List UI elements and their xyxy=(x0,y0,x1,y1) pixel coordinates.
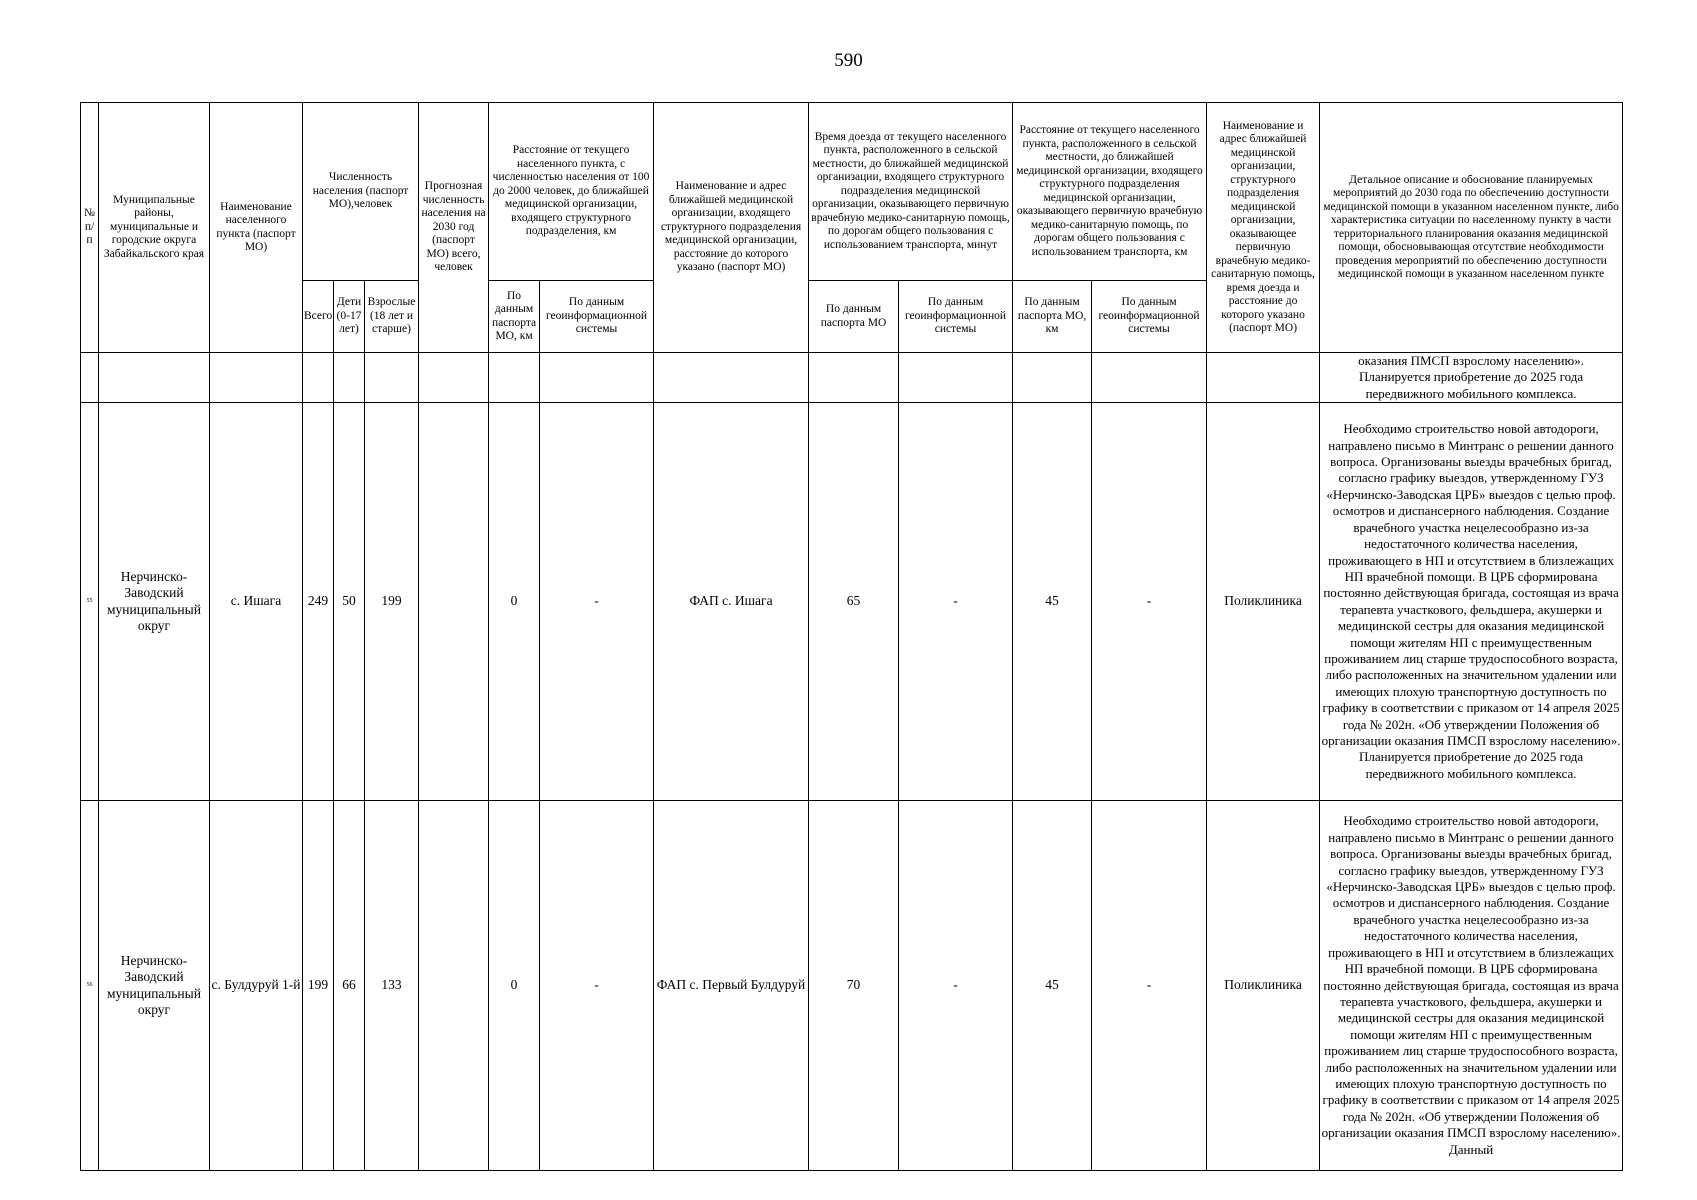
row-adults: 199 xyxy=(365,403,419,801)
continuation-row xyxy=(81,353,1623,403)
row-dist-passport: 0 xyxy=(489,403,540,801)
settlements-table xyxy=(80,102,1623,1171)
header-num: № п/п xyxy=(81,103,99,353)
table-row xyxy=(81,801,1623,1171)
row-description: Необходимо строительство новой автодороги, направлено письмо в Минтранс о решении данного вопроса. Организованы выезды врачебных бригад, согласно графику выездов, утвержденному ГУЗ «Нерчинско-Заводская ЦРБ» выездов с целью проф. осмотров и диспансерного наблюдения. Создание врачебного участка нецелесообразно из-за недостаточного количества населения, проживающего в НП и отсутствием в близлежащих НП врачебной помощи. В ЦРБ сформирована постоянно действующая бригада, состоящая из врача терапевта участкового, фельдшера, акушерки и медицинской сестры для оказания медицинской помощи жителям НП с преимущественным проживанием лиц старше трудоспособного возраста, либо расположенных на значительном удалении или имеющих плохую транспортную доступность по графику в соответствии с приказом от 14 апреля 2025 года № 202н. «Об утверждении Положения об организации оказания ПМСП взрослому населению». Данный xyxy=(1320,801,1623,1171)
row-district: Нерчинско-Заводский муниципальный округ xyxy=(99,801,210,1171)
row-time-gis: - xyxy=(899,403,1013,801)
row-nearest-org: ФАП с. Первый Булдуруй xyxy=(654,801,809,1171)
continuation-text: оказания ПМСП взрослому населению». Планируется приобретение до 2025 года передвижного мобильного комплекса. xyxy=(1320,353,1623,403)
header-time-gis: По данным геоинформационной системы xyxy=(899,281,1013,353)
header-description: Детальное описание и обоснование планируемых мероприятий до 2030 года по обеспечению доступности медицинской помощи в указанном населенном пункте, либо характеристика ситуации по населенному пункту в части территориального планирования оказания медицинской помощи, обосновывающая отсутствие необходимости проведения мероприятий по обеспечению доступности медицинской помощи в указанном населенном пункте xyxy=(1320,103,1623,353)
row-dist2-gis: - xyxy=(1092,403,1207,801)
row-dist-passport: 0 xyxy=(489,801,540,1171)
header-total: Всего xyxy=(303,281,334,353)
row-time-gis: - xyxy=(899,801,1013,1171)
row-nearest-org: ФАП с. Ишага xyxy=(654,403,809,801)
row-num: 56 xyxy=(81,801,99,1171)
table-header xyxy=(81,103,1623,353)
row-forecast xyxy=(419,403,489,801)
row-dist-gis: - xyxy=(540,403,654,801)
header-dist2-gis: По данным геоинформационной системы xyxy=(1092,281,1207,353)
row-dist2-passport: 45 xyxy=(1013,801,1092,1171)
row-total: 199 xyxy=(303,801,334,1171)
header-forecast: Прогнозная численность населения на 2030 год (паспорт МО) всего, человек xyxy=(419,103,489,353)
row-time-passport: 65 xyxy=(809,403,899,801)
row-settlement: с. Ишага xyxy=(210,403,303,801)
header-adults: Взрослые (18 лет и старше) xyxy=(365,281,419,353)
row-children: 66 xyxy=(334,801,365,1171)
header-distance-rural: Расстояние от текущего населенного пункта, расположенного в сельской местности, до ближайшей медицинской организации, входящего структурного подразделения медицинской организации, оказывающего первичную врачебную медико-санитарную помощь, по дорогам общего пользования с использованием транспорта, км xyxy=(1013,103,1207,281)
header-population: Численность населения (паспорт МО),человек xyxy=(303,103,419,281)
page-number: 590 xyxy=(834,50,863,71)
row-description: Необходимо строительство новой автодороги, направлено письмо в Минтранс о решении данного вопроса. Организованы выезды врачебных бригад, согласно графику выездов, утвержденному ГУЗ «Нерчинско-Заводская ЦРБ» выездов с целью проф. осмотров и диспансерного наблюдения. Создание врачебного участка нецелесообразно из-за недостаточного количества населения, проживающего в НП и отсутствием в близлежащих НП врачебной помощи. В ЦРБ сформирована постоянно действующая бригада, состоящая из врача терапевта участкового, фельдшера, акушерки и медицинской сестры для оказания медицинской помощи жителям НП с преимущественным проживанием лиц старше трудоспособного возраста, либо расположенных на значительном удалении или имеющих плохую транспортную доступность по графику в соответствии с приказом от 14 апреля 2025 года № 202н. «Об утверждении Положения об организации оказания ПМСП взрослому населению». Планируется приобретение до 2025 года передвижного мобильного комплекса. xyxy=(1320,403,1623,801)
table-row xyxy=(81,403,1623,801)
row-forecast xyxy=(419,801,489,1171)
row-adults: 133 xyxy=(365,801,419,1171)
row-nearest-org2: Поликлиника xyxy=(1207,403,1320,801)
row-settlement: с. Булдуруй 1-й xyxy=(210,801,303,1171)
header-settlement: Наименование населенного пункта (паспорт МО) xyxy=(210,103,303,353)
row-time-passport: 70 xyxy=(809,801,899,1171)
row-total: 249 xyxy=(303,403,334,801)
header-district: Муниципальные районы, муниципальные и городские округа Забайкальского края xyxy=(99,103,210,353)
header-dist-gis: По данным геоинформационной системы xyxy=(540,281,654,353)
row-num: 55 xyxy=(81,403,99,801)
row-nearest-org2: Поликлиника xyxy=(1207,801,1320,1171)
row-district: Нерчинско-Заводский муниципальный округ xyxy=(99,403,210,801)
header-distance-small: Расстояние от текущего населенного пункта, с численностью населения от 100 до 2000 человек, до ближайшей медицинской организации, входящего структурного подразделения, км xyxy=(489,103,654,281)
header-dist-passport: По данным паспорта МО, км xyxy=(489,281,540,353)
header-travel-time: Время доезда от текущего населенного пункта, расположенного в сельской местности, до ближайшей медицинской организации, входящего структурного подразделения медицинской организации, оказывающего первичную врачебную медико-санитарную помощь, по дорогам общего пользования с использованием транспорта, минут xyxy=(809,103,1013,281)
header-children: Дети (0-17 лет) xyxy=(334,281,365,353)
header-time-passport: По данным паспорта МО xyxy=(809,281,899,353)
row-dist-gis: - xyxy=(540,801,654,1171)
row-dist2-passport: 45 xyxy=(1013,403,1092,801)
row-children: 50 xyxy=(334,403,365,801)
header-nearest-org: Наименование и адрес ближайшей медицинской организации, входящего структурного подразделения медицинской организации, расстояние до которого указано (паспорт МО) xyxy=(654,103,809,353)
header-dist2-passport: По данным паспорта МО, км xyxy=(1013,281,1092,353)
header-nearest-org2: Наименование и адрес ближайшей медицинской организации, структурного подразделения медицинской организации, оказывающее первичную врачебную медико-санитарную помощь, время доезда и расстояние до которого указано (паспорт МО) xyxy=(1207,103,1320,353)
row-dist2-gis: - xyxy=(1092,801,1207,1171)
